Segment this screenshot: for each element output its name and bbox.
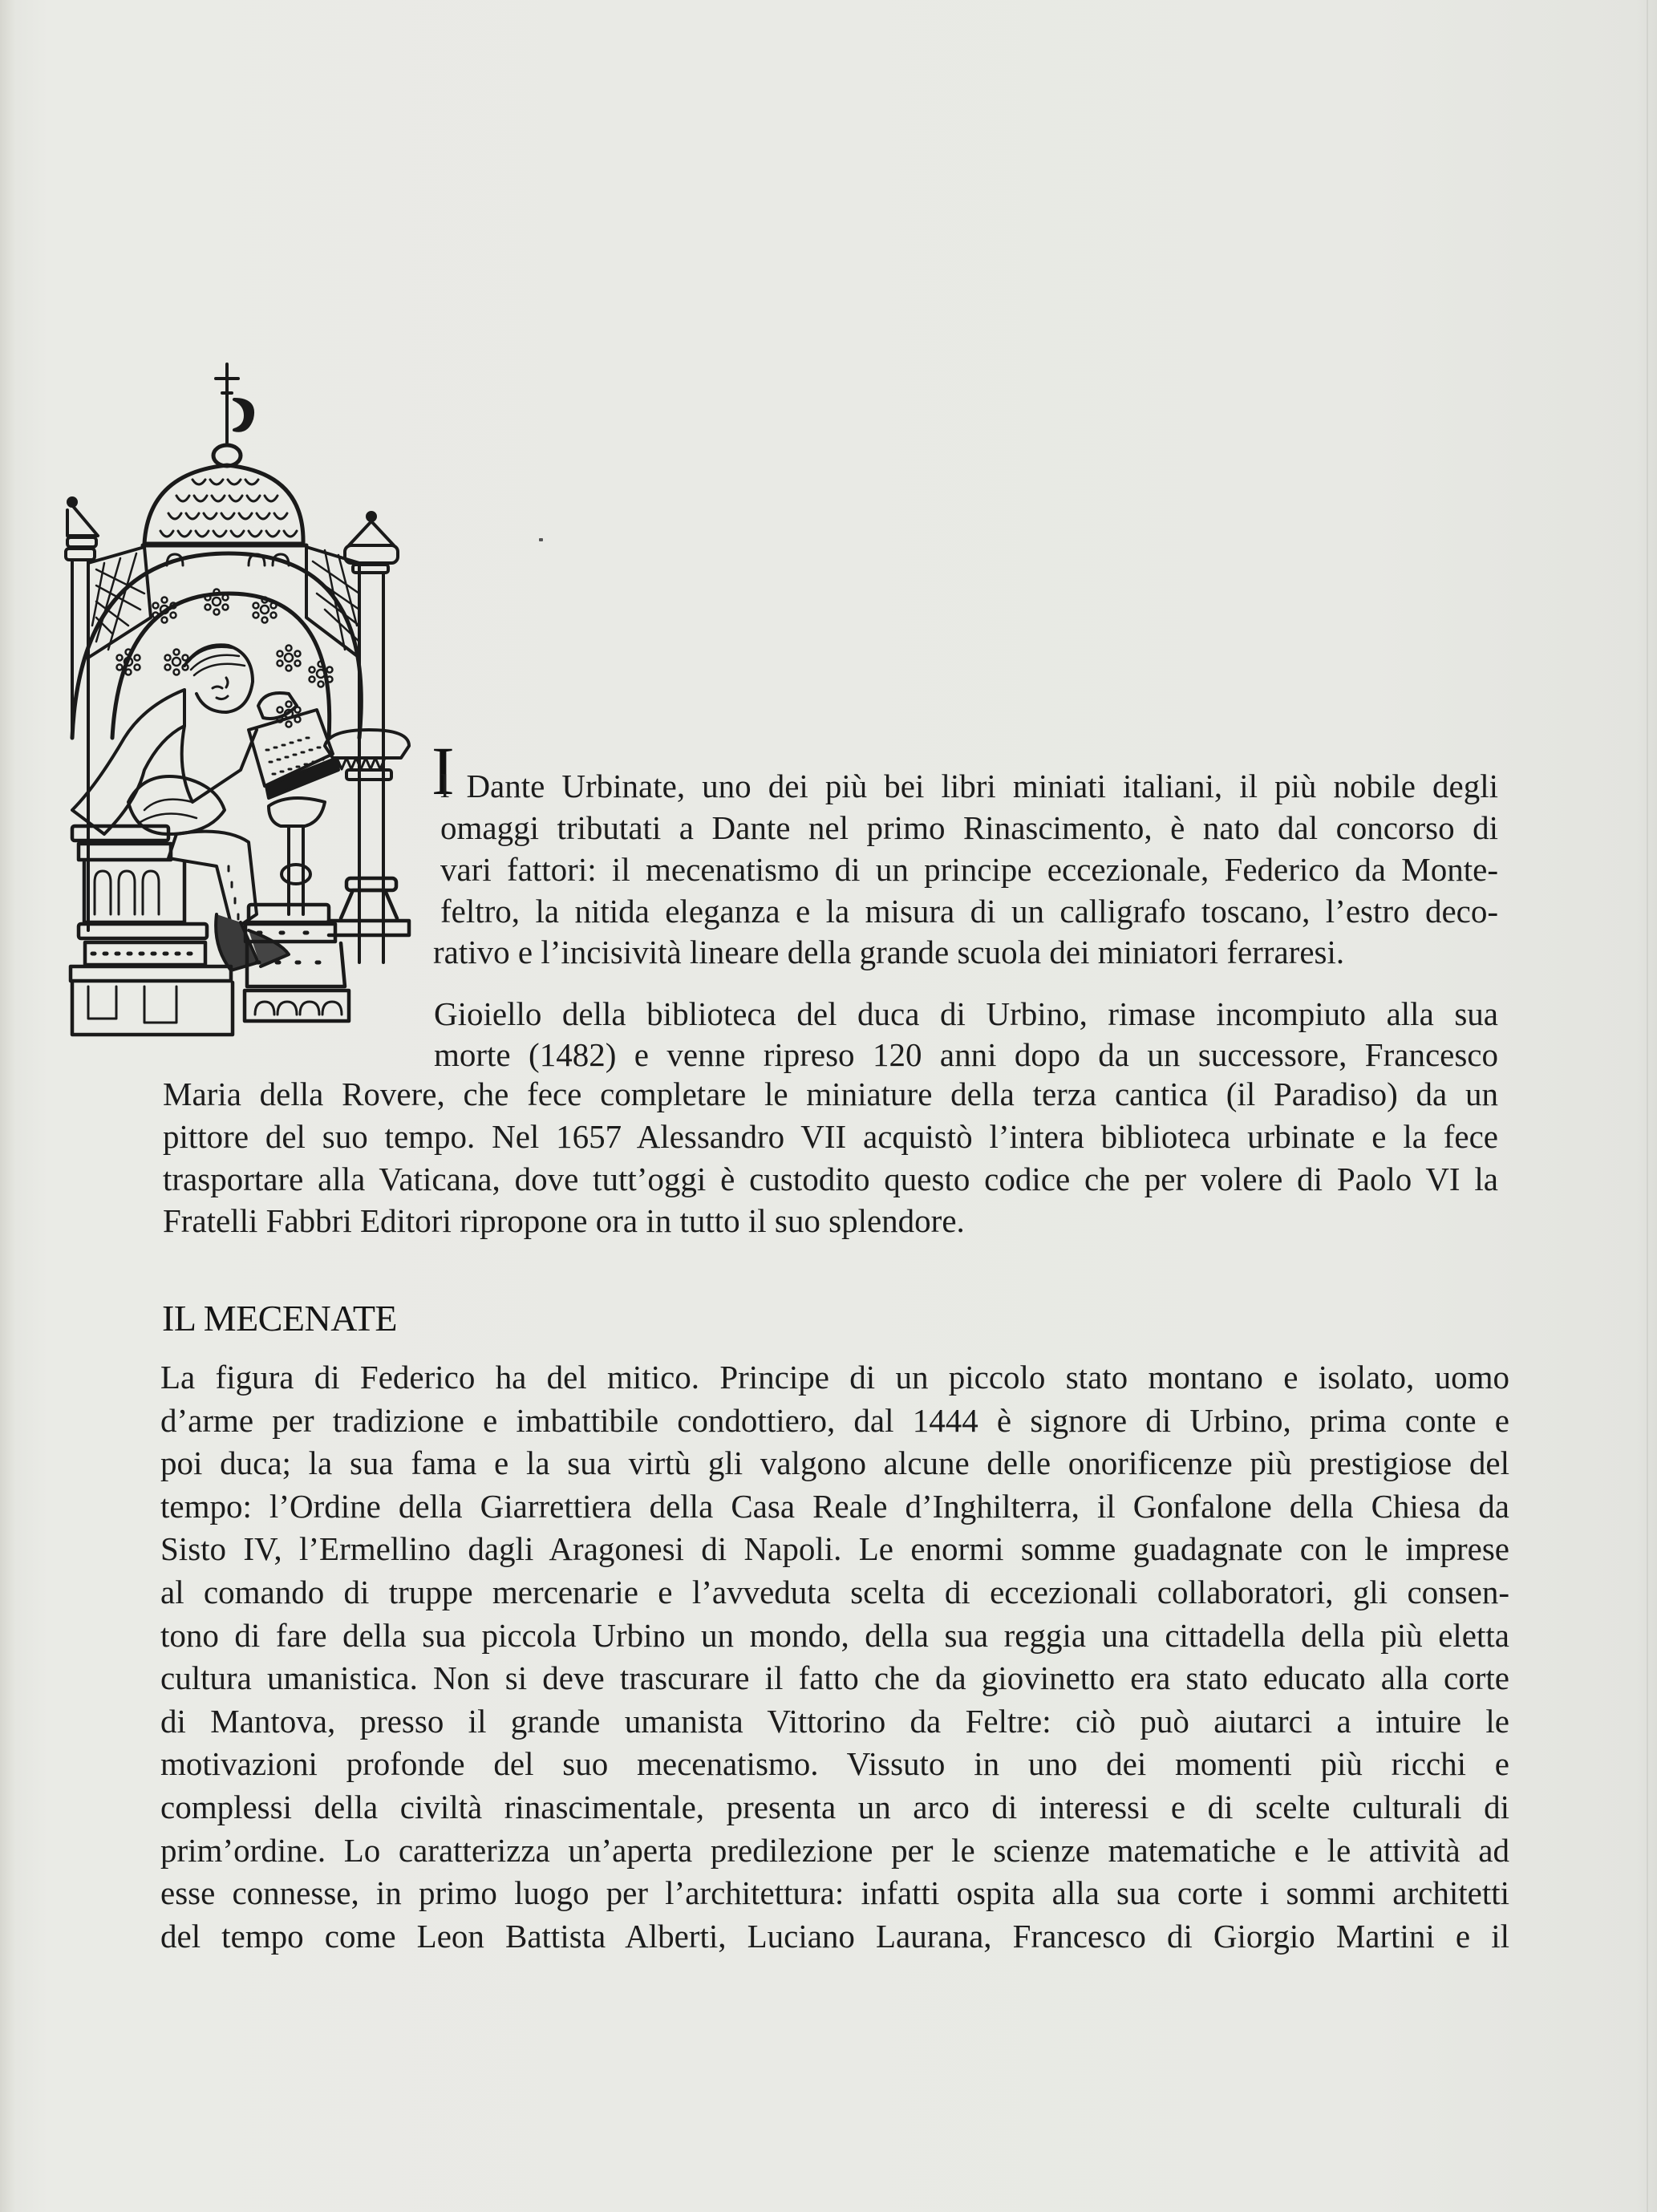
cross-finial-icon [213,364,253,466]
drop-cap: I [431,732,455,809]
intro-p2-line: pittore del suo tempo. Nel 1657 Alessandro VII acquistò l’intera biblioteca urbinate e la fece [163,1118,1498,1155]
intro-p1-line: vari fattori: il mecenatismo di un principe eccezionale, Federico da Monte- [440,851,1498,888]
section-paragraph-line: cultura umanistica. Non si deve trascurare il fatto che da giovinetto era stato educato alla corte [160,1659,1509,1696]
section-paragraph-line: tempo: l’Ordine della Giarrettiera della Casa Reale d’Inghilterra, il Gonfalone della Chiesa da [160,1488,1509,1525]
intro-p2-line: Gioiello della biblioteca del duca di Urbino, rimase incompiuto alla sua [434,995,1498,1032]
intro-p1-line: l Dante Urbinate, uno dei più bei libri miniati italiani, il più nobile degli [440,768,1498,804]
section-paragraph-line: poi duca; la sua fama e la sua virtù gli valgono alcune delle onorificenze più prestigiose del [160,1444,1509,1481]
section-paragraph-line: tono di fare della sua piccola Urbino un mondo, della sua reggia una cittadella della più eletta [160,1617,1509,1654]
page-right-edge [1647,0,1648,2212]
lattice-roof-icon [88,547,359,658]
section-paragraph-line: prim’ordine. Lo caratterizza un’aperta predilezione per le scienze matematiche e le attività ad [160,1832,1509,1869]
page-gutter-edge [0,0,14,2212]
section-paragraph-line: al comando di truppe mercenarie e l’avveduta scelta di eccezionali collaboratori, gli consen- [160,1574,1509,1610]
section-paragraph-line: motivazioni profonde del suo mecenatismo. Vissuto in uno dei momenti più ricchi e [160,1745,1509,1782]
scribe-miniature-illustration [48,353,433,1059]
intro-p1-line: rativo e l’incisività lineare della grande scuola dei miniatori ferraresi. [433,934,1345,970]
intro-p1-line: feltro, la nitida eleganza e la misura di un calligrafo toscano, l’estro deco- [440,893,1498,930]
section-paragraph-line: di Mantova, presso il grande umanista Vittorino da Feltre: ciò può aiutarci a intuire le [160,1703,1509,1740]
dome-icon [143,465,306,545]
intro-p2-line: trasportare alla Vaticana, dove tutt’oggi è custodito questo codice che per volere di Paolo VI la [163,1161,1498,1197]
section-paragraph-line: La figura di Federico ha del mitico. Principe di un piccolo stato montano e isolato, uomo [160,1359,1509,1396]
section-paragraph-line: esse connesse, in primo luogo per l’architettura: infatti ospita alla sua corte i sommi architetti [160,1874,1509,1911]
section-heading: IL MECENATE [162,1298,398,1339]
dust-speck [539,538,543,541]
intro-p2-line: Fratelli Fabbri Editori ripropone ora in tutto il suo splendore. [163,1202,965,1239]
intro-p1-line: omaggi tributati a Dante nel primo Rinascimento, è nato dal concorso di [440,809,1498,846]
section-paragraph-line: Sisto IV, l’Ermellino dagli Aragonesi di Napoli. Le enormi somme guadagnate con le imprese [160,1530,1509,1567]
column-capital-icon [325,730,409,780]
section-paragraph-line: del tempo come Leon Battista Alberti, Luciano Laurana, Francesco di Giorgio Martini e il [160,1918,1509,1955]
section-paragraph-line: complessi della civiltà rinascimentale, presenta un arco di interessi e di scelte culturali di [160,1789,1509,1825]
intro-p2-line: morte (1482) e venne ripreso 120 anni dopo da un successore, Francesco [434,1036,1498,1073]
book-lectern-icon [249,693,338,914]
section-paragraph-line: d’arme per tradizione e imbattibile condottiero, dal 1444 è signore di Urbino, prima conte e [160,1402,1509,1439]
intro-p2-line: Maria della Rovere, che fece completare le miniature della terza cantica (il Paradiso) da un [163,1076,1498,1112]
